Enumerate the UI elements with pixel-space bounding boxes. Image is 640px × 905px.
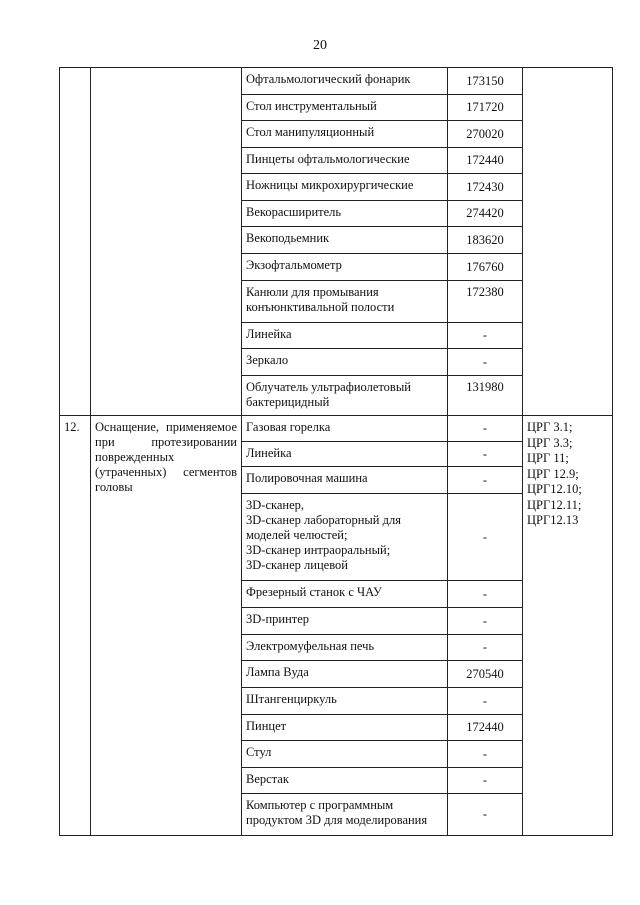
equipment-name: Зеркало	[242, 349, 448, 376]
equipment-code: -	[448, 416, 523, 442]
equipment-code: -	[448, 467, 523, 494]
equipment-name: Векоподьемник	[242, 227, 448, 254]
equipment-name: Векорасширитель	[242, 201, 448, 227]
equipment-name: Пинцеты офтальмологические	[242, 148, 448, 174]
equipment-code: 183620	[448, 227, 523, 254]
equipment-code: 270540	[448, 661, 523, 688]
equipment-name: Газовая горелка	[242, 416, 448, 442]
reference-item: ЦРГ 3.1;	[527, 420, 573, 434]
page-number: 20	[313, 38, 327, 53]
equipment-code: -	[448, 581, 523, 608]
equipment-name: Экзофтальмометр	[242, 254, 448, 281]
equipment-code: -	[448, 494, 523, 581]
reference-item: ЦРГ12.10;	[527, 482, 582, 496]
references-cell	[523, 68, 613, 416]
reference-item: ЦРГ 11;	[527, 451, 569, 465]
section-number: 12.	[60, 416, 91, 836]
reference-item: ЦРГ12.11;	[527, 497, 582, 512]
reference-item: ЦРГ 12.9;	[527, 466, 579, 481]
equipment-name: Ножницы микрохирургические	[242, 174, 448, 201]
equipment-name: 3D-сканер, 3D-сканер лабораторный для моделей челюстей; 3D-сканер интраоральный; 3D-сканер лицевой	[242, 494, 448, 581]
equipment-code: 131980	[448, 376, 523, 416]
equipment-code: -	[448, 323, 523, 349]
equipment-code: 171720	[448, 95, 523, 121]
equipment-name: Пинцет	[242, 715, 448, 741]
table-row	[60, 68, 613, 95]
reference-item: ЦРГ 3.3;	[527, 435, 573, 450]
equipment-code: -	[448, 442, 523, 467]
reference-item: ЦРГ12.13	[527, 513, 579, 527]
equipment-code: -	[448, 608, 523, 635]
description-cell	[91, 68, 242, 416]
table-row	[60, 416, 613, 442]
equipment-name: Канюли для промывания конъюнктивальной полости	[242, 281, 448, 323]
equipment-code: -	[448, 349, 523, 376]
equipment-code: -	[448, 741, 523, 768]
equipment-code: 172380	[448, 281, 523, 323]
equipment-code: 172440	[448, 148, 523, 174]
equipment-name: Штангенциркуль	[242, 688, 448, 715]
equipment-name: Электромуфельная печь	[242, 635, 448, 661]
equipment-name: Облучатель ультрафиолетовый бактерицидный	[242, 376, 448, 416]
section-description: Оснащение, применяемое при протезировании поврежденных (утраченных) сегментов головы	[91, 416, 242, 836]
equipment-name: Стул	[242, 741, 448, 768]
equipment-name: Фрезерный станок с ЧАУ	[242, 581, 448, 608]
section-references	[523, 416, 613, 836]
equipment-name: Стол инструментальный	[242, 95, 448, 121]
equipment-name: Верстак	[242, 768, 448, 794]
equipment-code: -	[448, 635, 523, 661]
equipment-code: 173150	[448, 68, 523, 95]
equipment-code: -	[448, 768, 523, 794]
equipment-name: Лампа Вуда	[242, 661, 448, 688]
equipment-name: Линейка	[242, 323, 448, 349]
equipment-name: Линейка	[242, 442, 448, 467]
equipment-code: -	[448, 794, 523, 836]
equipment-code: 274420	[448, 201, 523, 227]
equipment-name: Стол манипуляционный	[242, 121, 448, 148]
equipment-name: Офтальмологический фонарик	[242, 68, 448, 95]
equipment-name: Полировочная машина	[242, 467, 448, 494]
equipment-code: 172440	[448, 715, 523, 741]
row-number-cell	[60, 68, 91, 416]
equipment-code: 176760	[448, 254, 523, 281]
equipment-name: Компьютер с программным продуктом 3D для моделирования	[242, 794, 448, 836]
equipment-table	[59, 67, 613, 836]
equipment-code: 172430	[448, 174, 523, 201]
equipment-name: 3D-принтер	[242, 608, 448, 635]
equipment-table-body	[60, 68, 613, 836]
equipment-code: 270020	[448, 121, 523, 148]
equipment-code: -	[448, 688, 523, 715]
